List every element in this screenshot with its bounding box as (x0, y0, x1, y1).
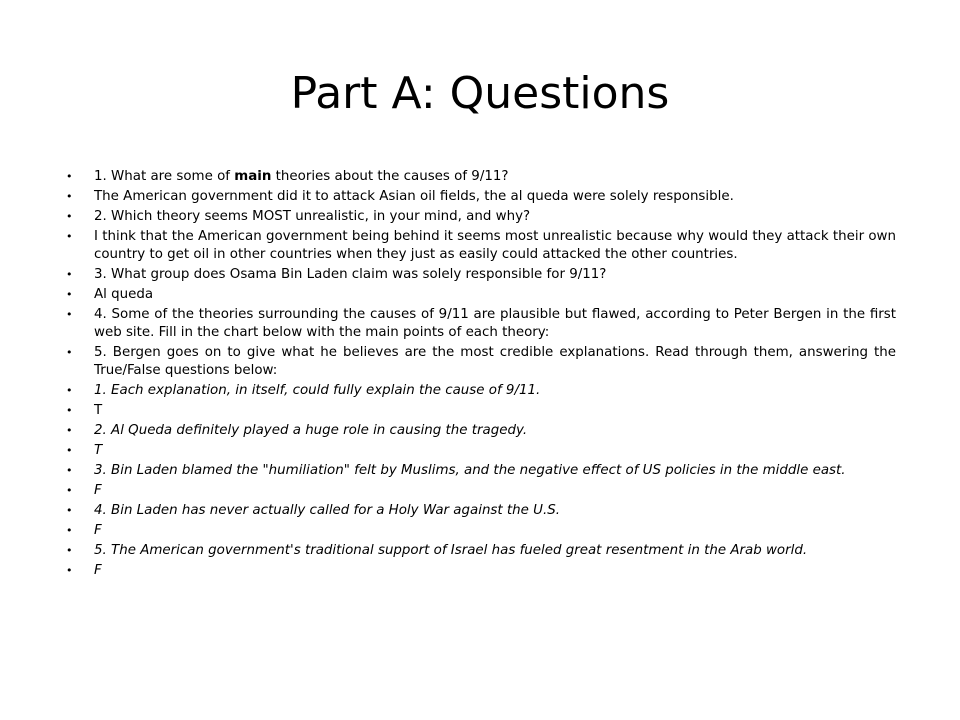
list-item (66, 422, 896, 440)
list-item (66, 462, 896, 480)
bullet-icon: • (66, 544, 73, 557)
bullet-icon: • (66, 384, 73, 397)
tf-answer-3: F (94, 483, 102, 498)
bullet-icon: • (66, 404, 73, 417)
list-item (66, 442, 896, 460)
question-5-text: 5. Bergen goes on to give what he believes are the most credible explanations. Read through them, answering the True/False questions below: (94, 345, 896, 378)
list-item (66, 168, 896, 186)
bullet-icon: • (66, 210, 73, 223)
tf-statement-4: 4. Bin Laden has never actually called for a Holy War against the U.S. (94, 503, 560, 518)
list-item (66, 344, 896, 380)
question-4-text: 4. Some of the theories surrounding the causes of 9/11 are plausible but flawed, according to Peter Bergen in the first web site. Fill in the chart below with the main points of each theory: (94, 307, 896, 340)
emphasis-main: main (234, 169, 272, 184)
list-item (66, 266, 896, 284)
bullet-icon: • (66, 288, 73, 301)
tf-answer-2: T (94, 443, 103, 458)
list-item (66, 286, 896, 304)
question-3-text: 3. What group does Osama Bin Laden claim was solely responsible for 9/11? (94, 267, 607, 282)
list-item (66, 228, 896, 264)
bullet-icon: • (66, 170, 73, 183)
slide-title: Part A: Questions (290, 68, 670, 119)
list-item (66, 482, 896, 500)
bullet-icon: • (66, 484, 73, 497)
tf-answer-4: F (94, 523, 102, 538)
bullet-icon: • (66, 190, 73, 203)
question-2-text: 2. Which theory seems MOST unrealistic, in your mind, and why? (94, 209, 531, 224)
bullet-list (66, 168, 896, 582)
bullet-icon: • (66, 230, 73, 243)
list-item (66, 188, 896, 206)
tf-statement-3: 3. Bin Laden blamed the "humiliation" felt by Muslims, and the negative effect of US policies in the middle east. (94, 463, 846, 478)
bullet-icon: • (66, 268, 73, 281)
tf-statement-5: 5. The American government's traditional support of Israel has fueled great resentment in the Arab world. (94, 543, 808, 558)
list-item (66, 522, 896, 540)
answer-3-text: Al queda (94, 287, 154, 302)
list-item (66, 562, 896, 580)
bullet-icon: • (66, 346, 73, 359)
list-item (66, 306, 896, 342)
list-item (66, 542, 896, 560)
answer-1-text: The American government did it to attack Asian oil fields, the al queda were solely responsible. (94, 189, 734, 204)
question-1-text: 1. What are some of main theories about the causes of 9/11? (94, 169, 509, 184)
tf-answer-1: T (94, 403, 103, 418)
list-item (66, 382, 896, 400)
list-item (66, 502, 896, 520)
bullet-icon: • (66, 308, 73, 321)
list-item (66, 208, 896, 226)
list-item (66, 402, 896, 420)
tf-answer-5: F (94, 563, 102, 578)
tf-statement-1: 1. Each explanation, in itself, could fully explain the cause of 9/11. (94, 383, 541, 398)
tf-statement-2: 2. Al Queda definitely played a huge role in causing the tragedy. (94, 423, 528, 438)
answer-2-text: I think that the American government being behind it seems most unrealistic because why would they attack their own country to get oil in other countries when they just as easily could attacked the other countries. (94, 229, 896, 262)
bullet-icon: • (66, 564, 73, 577)
bullet-icon: • (66, 524, 73, 537)
bullet-icon: • (66, 504, 73, 517)
bullet-icon: • (66, 444, 73, 457)
bullet-icon: • (66, 424, 73, 437)
bullet-icon: • (66, 464, 73, 477)
